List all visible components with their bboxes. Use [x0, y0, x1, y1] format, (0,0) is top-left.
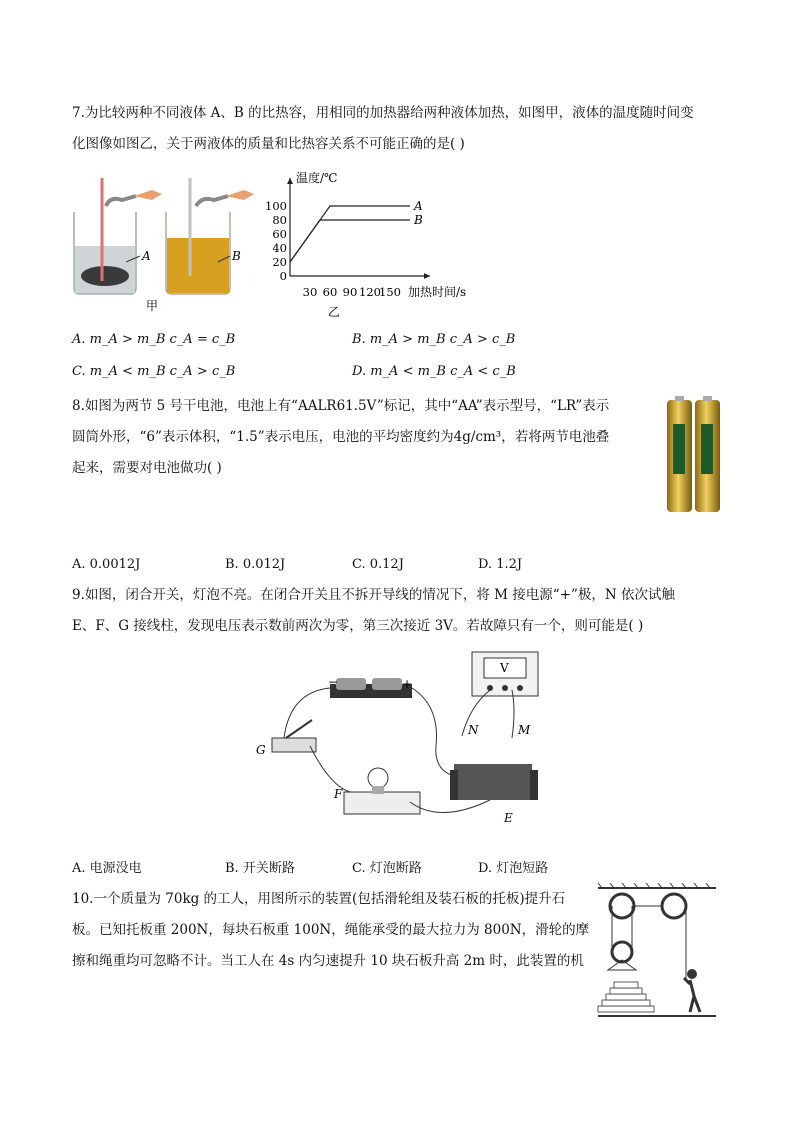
series-label-a: A	[414, 199, 423, 213]
q9-option-a[interactable]: A. 电源没电	[72, 861, 142, 876]
y-tick-label: 80	[272, 213, 287, 227]
pulley-left	[610, 894, 634, 918]
q8-option-b[interactable]: B. 0.012J	[225, 557, 286, 572]
x-tick-label: 60	[322, 285, 338, 299]
q9-line2: E、F、G 接线柱，发现电压表示数前两次为零，第三次接近 3V。若故障只有一个，则可能是( )	[72, 618, 644, 634]
q8-option-a[interactable]: A. 0.0012J	[72, 557, 141, 572]
q8-line1: 8.如图为两节 5 号干电池，电池上有“AALR61.5V”标记，其中“AA”表示型号，“LR”表示	[72, 398, 610, 414]
q10-line2: 板。已知托板重 200N，每块石板重 100N，绳能承受的最大拉力为 800N，滑轮的摩	[72, 922, 590, 938]
x-tick-label: 120	[359, 285, 381, 299]
y-tick-label: 20	[272, 255, 287, 269]
fig-yi-label: 乙	[328, 305, 341, 319]
n-label: N	[468, 723, 479, 737]
series-label-b: B	[414, 213, 423, 227]
m-label: M	[518, 723, 531, 737]
q9-option-d[interactable]: D. 灯泡短路	[478, 861, 549, 876]
q7-line2: 化图像如图乙，关于两液体的质量和比热容关系不可能正确的是( )	[72, 136, 465, 152]
x-tick-label: 30	[302, 285, 318, 299]
g-label: G	[256, 743, 266, 757]
q7-option-d[interactable]: D. m_A < m_B c_A < c_B	[352, 364, 516, 379]
voltmeter-v: V	[500, 661, 509, 675]
fig-jia-label: 甲	[146, 299, 159, 313]
q9-option-c[interactable]: C. 灯泡断路	[352, 861, 422, 876]
q10-line3: 擦和绳重均可忽略不计。当工人在 4s 内匀速提升 10 块石板升高 2m 时，此装置的机	[72, 953, 584, 969]
q9-line1: 9.如图，闭合开关，灯泡不亮。在闭合开关且不拆开导线的情况下，将 M 接电源“+”极，N 依次试触	[72, 587, 676, 603]
beaker-a	[74, 178, 162, 294]
x-axis-arrow	[424, 273, 430, 279]
bulb	[368, 768, 388, 788]
y-tick-label: 60	[272, 227, 287, 241]
beaker-figure	[66, 176, 276, 316]
f-label: F	[334, 787, 343, 801]
q9-option-b[interactable]: B. 开关断路	[225, 861, 295, 876]
circuit-figure	[250, 646, 570, 826]
beaker-b	[166, 178, 254, 294]
q10-line1: 10.一个质量为 70kg 的工人，用图所示的装置(包括滑轮组及装石板的托板)提升石	[72, 891, 566, 907]
x-tick-label: 90	[342, 285, 358, 299]
q7-option-b[interactable]: B. m_A > m_B c_A > c_B	[352, 332, 516, 347]
q8-line2: 圆筒外形，“6”表示体积，“1.5”表示电压，电池的平均密度约为4g/cm³，若将两节电池叠	[72, 429, 610, 445]
q8-option-d[interactable]: D. 1.2J	[478, 557, 523, 572]
x-axis-label: 加热时间/s	[408, 285, 467, 299]
q7-option-c[interactable]: C. m_A < m_B c_A > c_B	[72, 364, 236, 379]
pulley-moving	[612, 942, 632, 962]
series-line-a	[290, 206, 410, 262]
q8-line3: 起来，需要对电池做功( )	[72, 460, 222, 476]
y-axis-label: 温度/℃	[296, 171, 338, 185]
q7-option-a[interactable]: A. m_A > m_B c_A = c_B	[72, 332, 236, 347]
pulley-right	[662, 894, 686, 918]
temperature-chart	[265, 168, 492, 320]
y-axis-arrow	[287, 178, 293, 184]
battery-figure	[664, 394, 724, 516]
switch	[272, 738, 316, 752]
y-tick-label: 0	[279, 269, 287, 283]
y-tick-label: 40	[272, 241, 287, 255]
minus-label: −	[328, 675, 339, 689]
pulley-figure	[594, 882, 722, 1022]
y-tick-label: 100	[265, 199, 287, 213]
plus-label: +	[402, 677, 413, 691]
beaker-b-label: B	[232, 249, 241, 263]
q8-option-c[interactable]: C. 0.12J	[352, 557, 404, 572]
rheostat	[454, 764, 532, 800]
bulb-board	[344, 792, 420, 814]
stone-slabs	[598, 982, 654, 1012]
x-tick-label: 150	[379, 285, 401, 299]
q7-line1: 7.为比较两种不同液体 A、B 的比热容，用相同的加热器给两种液体加热，如图甲，液体的温度随时间变	[72, 105, 694, 121]
beaker-a-label: A	[142, 249, 151, 263]
series-line-b	[290, 220, 410, 262]
e-label: E	[504, 811, 513, 825]
